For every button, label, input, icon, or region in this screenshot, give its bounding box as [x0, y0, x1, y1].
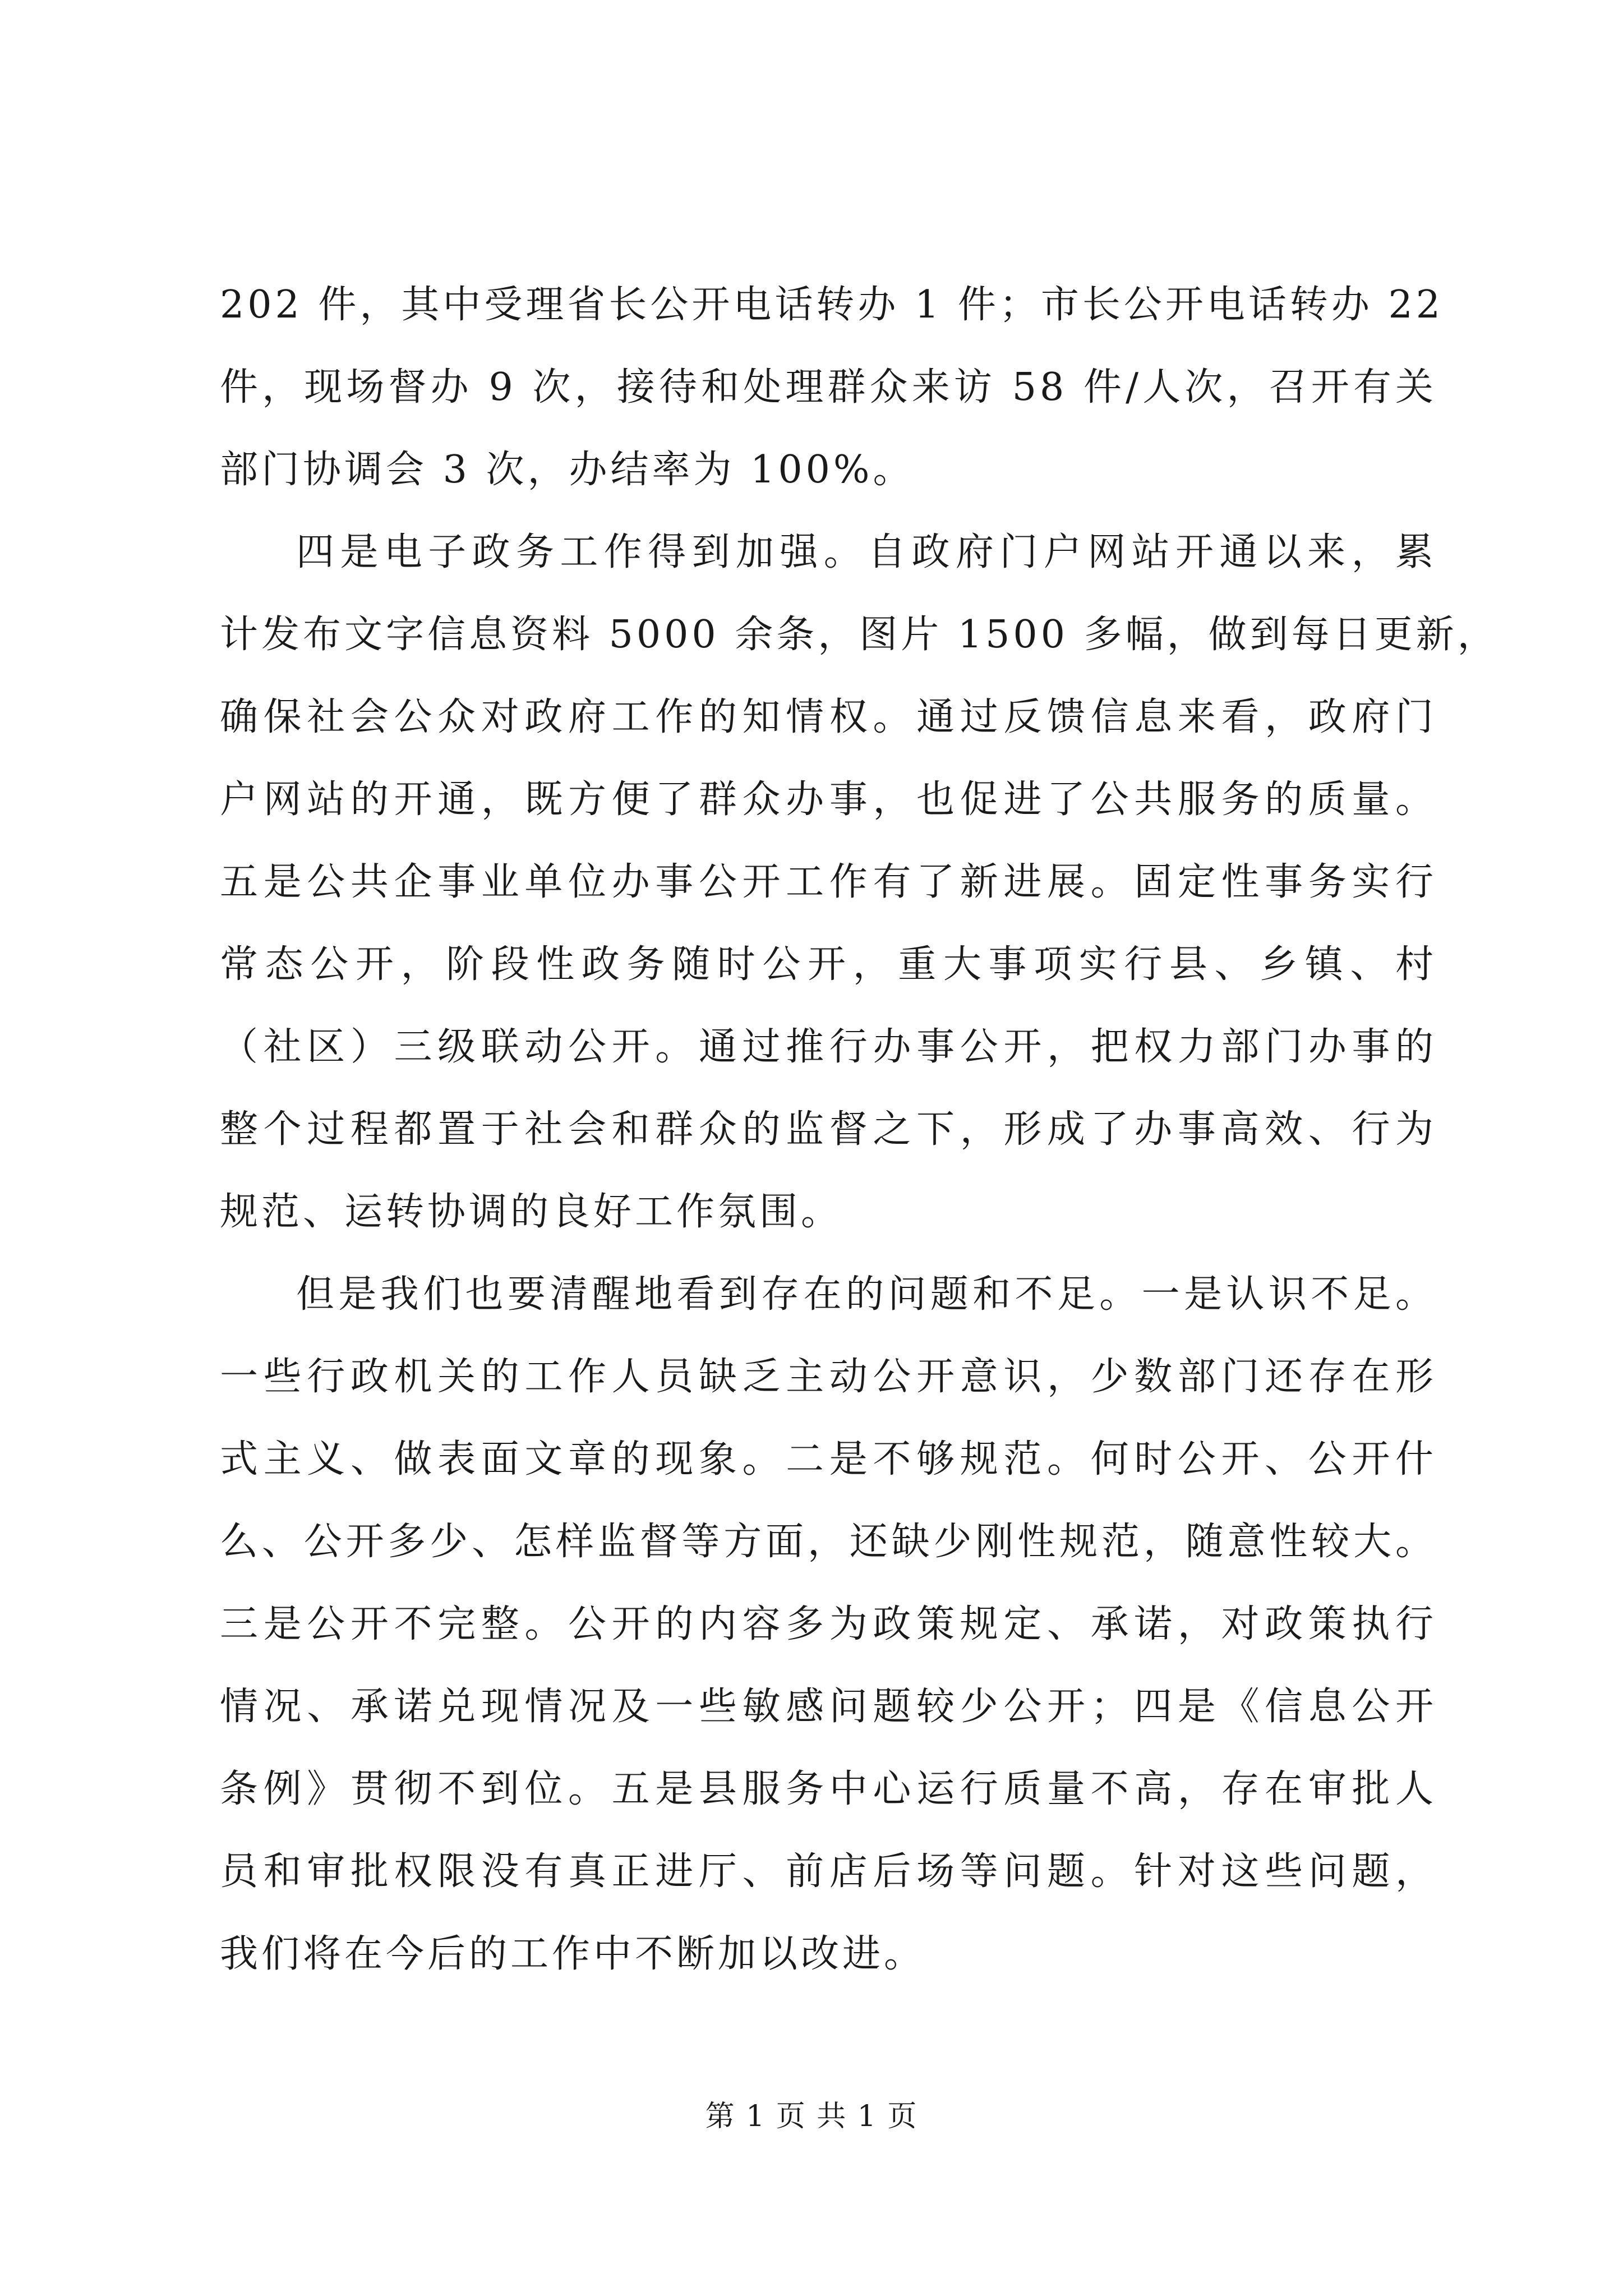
text-line: 确保社会公众对政府工作的知情权。通过反馈信息来看，政府门 [220, 695, 1437, 739]
text-line: （社区）三级联动公开。通过推行办事公开，把权力部门办事的 [220, 1025, 1437, 1069]
document-body [220, 264, 1499, 1995]
text-line: 员和审批权限没有真正进厅、前店后场等问题。针对这些问题， [220, 1849, 1437, 1894]
text-line: 条例》贯彻不到位。五是县服务中心运行质量不高，存在审批人 [220, 1767, 1437, 1811]
text-line: 情况、承诺兑现情况及一些敏感问题较少公开；四是《信息公开 [220, 1685, 1437, 1729]
text-line: 件，现场督办 9 次，接待和处理群众来访 58 件/人次，召开有关 [220, 365, 1437, 409]
text-line: 我们将在今后的工作中不断加以改进。 [220, 1932, 926, 1976]
text-line: 式主义、做表面文章的现象。二是不够规范。何时公开、公开什 [220, 1437, 1437, 1481]
page-footer: 第 1 页 共 1 页 [705, 2100, 918, 2133]
text-line: 部门协调会 3 次，办结率为 100%。 [220, 448, 915, 492]
text-line: 规范、运转协调的良好工作氛围。 [220, 1190, 843, 1234]
text-line: 一些行政机关的工作人员缺乏主动公开意识，少数部门还存在形 [220, 1355, 1437, 1399]
text-line: 四是电子政务工作得到加强。自政府门户网站开通以来，累 [296, 530, 1437, 574]
text-line: 么、公开多少、怎样监督等方面，还缺少刚性规范，随意性较大。 [220, 1520, 1437, 1564]
text-line: 整个过程都置于社会和群众的监督之下，形成了办事高效、行为 [220, 1107, 1437, 1152]
text-line: 户网站的开通，既方便了群众办事，也促进了公共服务的质量。 [220, 777, 1437, 822]
text-line: 计发布文字信息资料 5000 余条，图片 1500 多幅，做到每日更新， [220, 613, 1499, 657]
text-line: 常态公开，阶段性政务随时公开，重大事项实行县、乡镇、村 [220, 942, 1437, 987]
text-line: 三是公开不完整。公开的内容多为政策规定、承诺，对政策执行 [220, 1602, 1437, 1646]
text-line: 但是我们也要清醒地看到存在的问题和不足。一是认识不足。 [296, 1272, 1437, 1317]
text-line: 五是公共企事业单位办事公开工作有了新进展。固定性事务实行 [220, 860, 1437, 904]
text-line: 202 件，其中受理省长公开电话转办 1 件；市长公开电话转办 22 [220, 283, 1444, 327]
